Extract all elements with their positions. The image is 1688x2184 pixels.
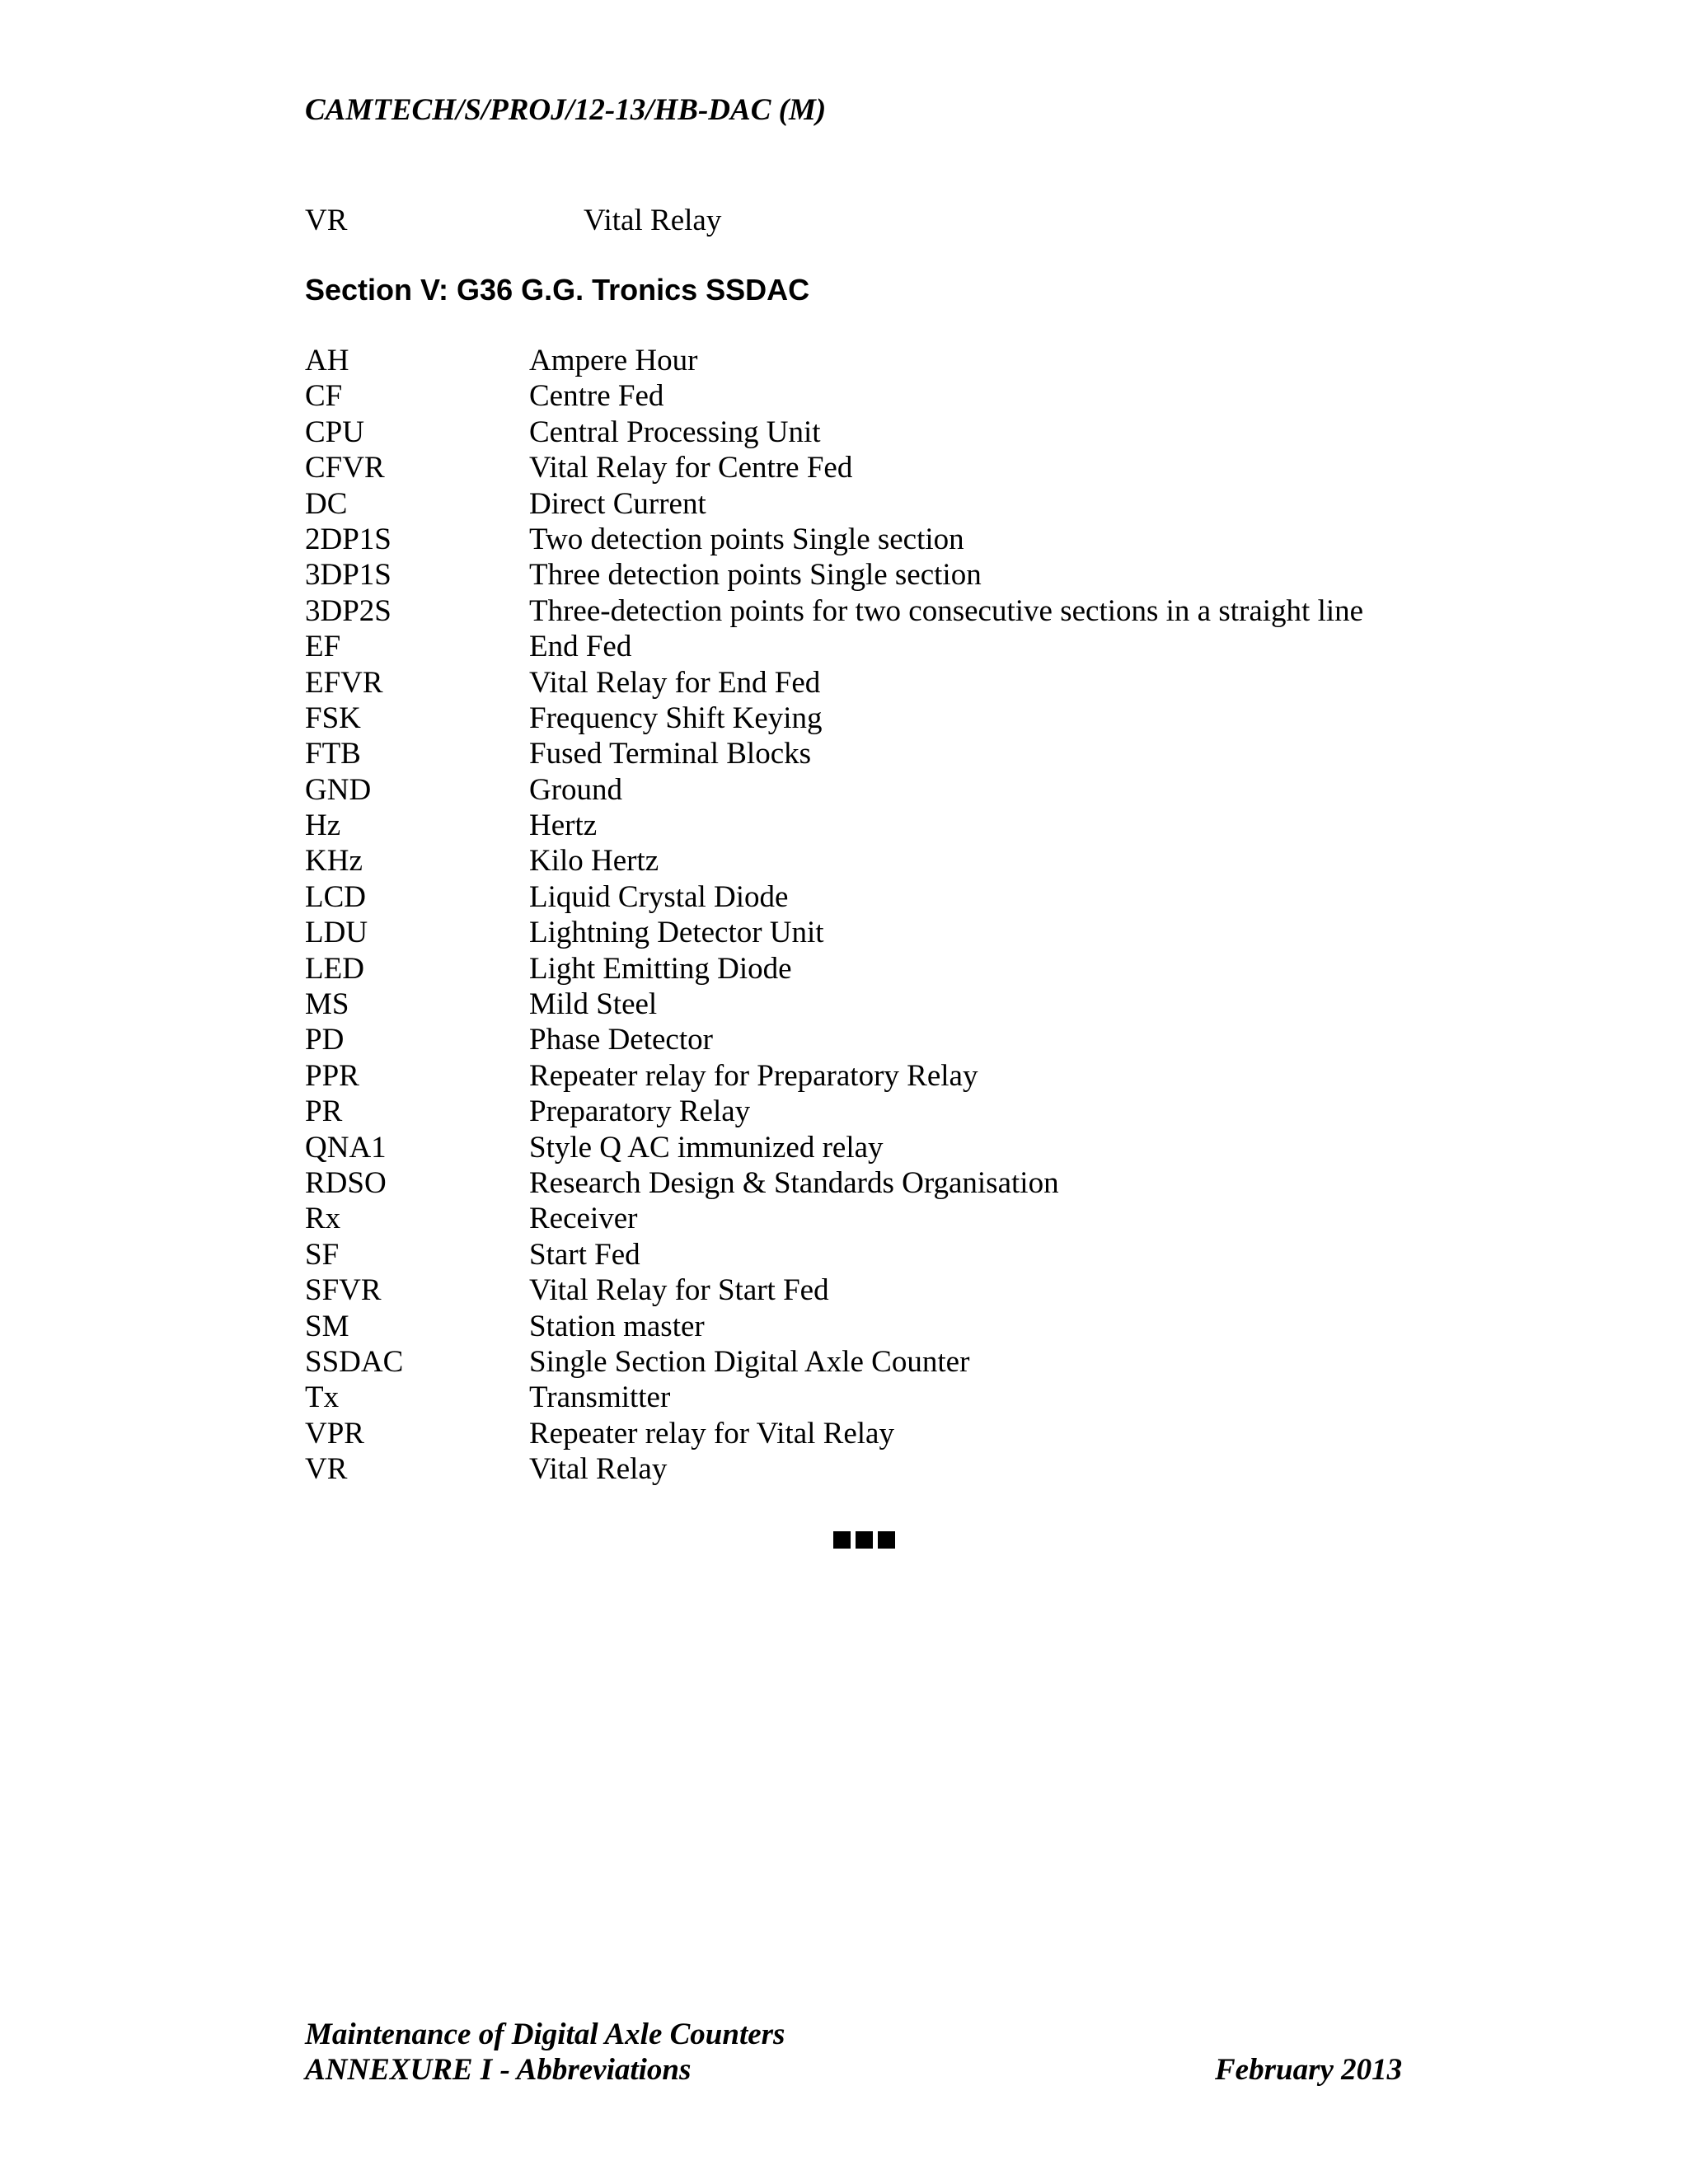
abbreviation-meaning: Kilo Hertz [529,844,659,879]
section-title: Section V: G36 G.G. Tronics SSDAC [305,273,810,307]
abbreviation-row [305,1201,1459,1236]
abbreviation-meaning: Two detection points Single section [529,522,964,556]
abbreviation-meaning: Frequency Shift Keying [529,701,823,735]
abbreviation-meaning: Preparatory Relay [529,1094,751,1129]
abbreviation-meaning: Mild Steel [529,987,658,1022]
abbreviation-meaning: Light Emitting Diode [529,951,792,986]
abbreviation-meaning: Station master [529,1309,705,1343]
abbreviation: AH [305,344,349,377]
abbreviation: LED [305,951,364,986]
abbreviation-row [305,879,1459,915]
abbreviation-row [305,1451,1459,1487]
abbreviation-row [305,915,1459,950]
abbreviation-meaning: Vital Relay for End Fed [529,665,821,700]
abbreviation: CPU [305,415,364,449]
abbreviation-row [305,343,1459,378]
abbreviation: Rx [305,1202,341,1236]
abbreviation: SFVR [305,1273,382,1308]
abbreviation-row [305,629,1459,664]
abbreviation: 3DP1S [305,558,392,593]
abbreviation-row [305,557,1459,593]
abbreviation-row [305,665,1459,701]
abbreviation-row [305,522,1459,557]
abbreviation-row [305,378,1459,414]
abbreviation-row [305,1272,1459,1308]
abbreviation-meaning: Vital Relay for Centre Fed [529,451,853,485]
abbreviation-meaning: Vital Relay [584,204,722,237]
abbreviation-row [305,1309,1459,1344]
abbreviation-meaning: Centre Fed [529,379,664,414]
abbreviation: Hz [305,808,341,843]
abbreviation-row [305,593,1459,629]
abbreviation: KHz [305,844,363,879]
abbreviation-row [305,1094,1459,1129]
footer-title-line: Maintenance of Digital Axle Counters [305,2018,785,2051]
abbreviation: SM [305,1309,349,1343]
abbreviation-row [305,1416,1459,1451]
abbreviation-meaning: Single Section Digital Axle Counter [529,1344,970,1379]
abbreviation-row [305,808,1459,843]
footer-title [305,2017,785,2088]
abbreviation-list [305,343,1459,1488]
abbreviation-meaning: Fused Terminal Blocks [529,737,812,771]
abbreviation-row [305,1237,1459,1272]
abbreviation-row [305,701,1459,736]
document-code-header: CAMTECH/S/PROJ/12-13/HB-DAC (M) [305,93,827,127]
abbreviation-meaning: Transmitter [529,1380,671,1415]
abbreviation: FSK [305,701,361,735]
abbreviation: 3DP2S [305,593,392,628]
abbreviation-meaning: Hertz [529,808,598,843]
abbreviation-meaning: Ground [529,772,623,807]
abbreviation: SF [305,1237,340,1272]
abbreviation-meaning: Three-detection points for two consecutive sections in a straight line [529,593,1364,628]
abbreviation: CF [305,379,343,414]
abbreviation-row [305,1130,1459,1165]
abbreviation-meaning: Liquid Crystal Diode [529,879,789,914]
abbreviation: GND [305,772,372,807]
abbreviation: LCD [305,879,366,914]
abbreviation: EFVR [305,665,383,700]
abbreviation-row [305,843,1459,879]
abbreviation: PPR [305,1058,359,1093]
abbreviation-row [305,486,1459,522]
abbreviation: Tx [305,1380,340,1415]
abbreviation: SSDAC [305,1344,404,1379]
footer-date: February 2013 [1215,2053,1403,2087]
abbreviation: LDU [305,916,368,950]
abbreviation-meaning: Central Processing Unit [529,415,821,449]
abbreviation-row [305,1380,1459,1415]
abbreviation-row [305,1165,1459,1201]
abbreviation: VR [305,204,348,237]
abbreviation-meaning: Vital Relay [529,1452,668,1487]
abbreviation-meaning: Ampere Hour [529,344,698,377]
abbreviation-meaning: Repeater relay for Preparatory Relay [529,1058,978,1093]
abbreviation-meaning: End Fed [529,630,632,664]
abbreviation-row [305,736,1459,771]
end-marker-square [878,1531,895,1549]
abbreviation-meaning: Repeater relay for Vital Relay [529,1416,894,1451]
abbreviation: EF [305,630,341,664]
abbreviation-meaning: Lightning Detector Unit [529,916,824,950]
abbreviation: QNA1 [305,1130,387,1165]
abbreviation-meaning: Receiver [529,1202,638,1236]
abbreviation: PD [305,1023,345,1057]
abbreviation-row [305,415,1459,450]
abbreviation-meaning: Vital Relay for Start Fed [529,1273,829,1308]
abbreviation: VR [305,1452,348,1487]
abbreviation-meaning: Phase Detector [529,1023,713,1057]
footer-subtitle-line: ANNEXURE I - Abbreviations [305,2053,692,2087]
end-of-section-marker [833,1531,895,1549]
abbreviation: PR [305,1094,343,1129]
abbreviation: FTB [305,737,361,771]
abbreviation-row [305,450,1459,485]
abbreviation: 2DP1S [305,522,392,556]
abbreviation: MS [305,987,349,1022]
end-marker-square [833,1531,851,1549]
abbreviation: CFVR [305,451,385,485]
abbreviation-row [305,1022,1459,1057]
abbreviation: RDSO [305,1165,387,1200]
abbreviation-meaning: Research Design & Standards Organisation [529,1165,1059,1200]
abbreviation: VPR [305,1416,364,1451]
abbreviation-row [305,1058,1459,1094]
abbreviation-row [305,1344,1459,1380]
abbreviation-row [305,772,1459,808]
abbreviation-meaning: Direct Current [529,486,706,521]
abbreviation-meaning: Three detection points Single section [529,558,982,593]
abbreviation-meaning: Style Q AC immunized relay [529,1130,884,1165]
abbreviation: DC [305,486,348,521]
end-marker-square [856,1531,873,1549]
abbreviation-row [305,951,1459,987]
abbreviation-meaning: Start Fed [529,1237,640,1272]
abbreviation-row [305,987,1459,1022]
